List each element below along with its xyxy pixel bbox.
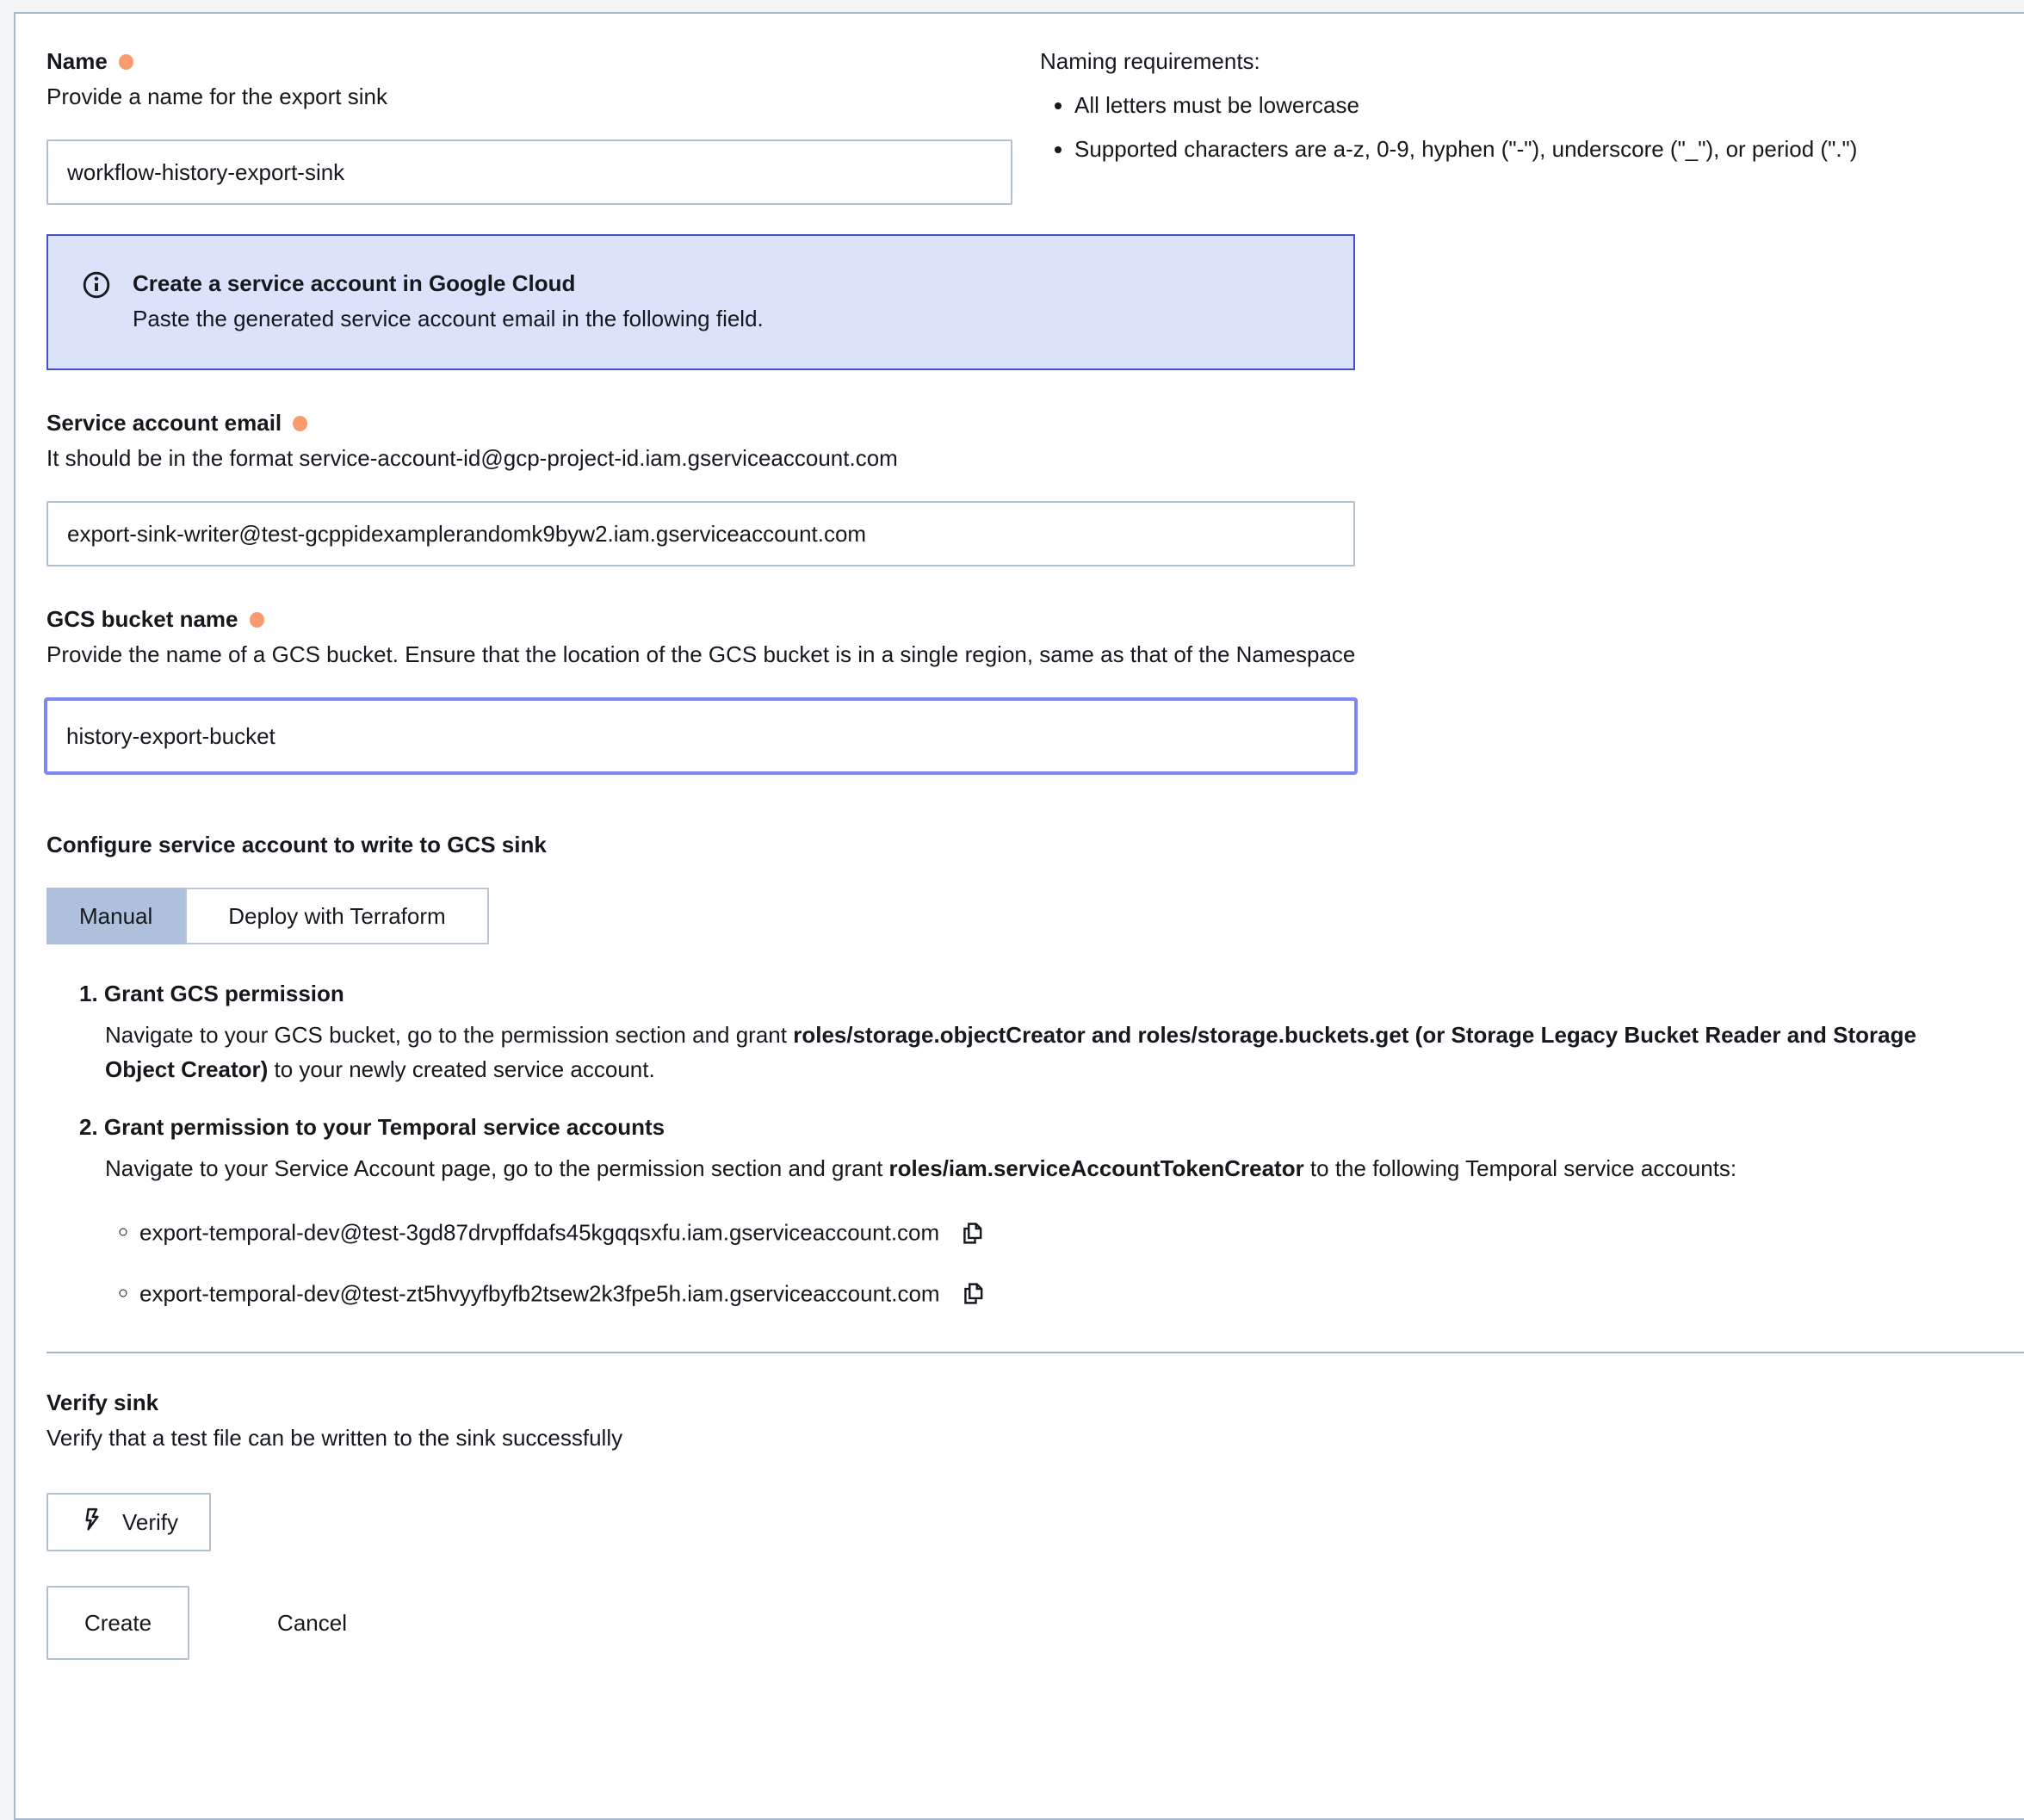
naming-requirement-item: • Supported characters are a-z, 0-9, hyphen ("-"), underscore ("_"), or period (".")	[1074, 133, 1857, 166]
configure-section-title: Configure service account to write to GCS sink	[46, 832, 547, 857]
create-button[interactable]: Create	[46, 1586, 189, 1660]
step-title: Grant permission to your Temporal service accounts	[103, 1114, 665, 1140]
step-grant-gcs-permission	[79, 977, 2024, 1086]
required-dot	[250, 612, 264, 628]
service-account-help-text: It should be in the format service-account-id@gcp-project-id.iam.gserviceaccount.com	[46, 445, 898, 471]
service-account-label-text: Service account email	[46, 410, 282, 436]
info-banner-text	[133, 267, 764, 336]
copy-icon[interactable]	[960, 1221, 985, 1246]
verify-sink-help-text: Verify that a test file can be written to the sink successfully	[46, 1425, 623, 1452]
step-body	[105, 1151, 1965, 1185]
verify-button-label: Verify	[122, 1508, 179, 1535]
step-title: Grant GCS permission	[103, 981, 344, 1006]
bucket-label-text: GCS bucket name	[46, 606, 238, 632]
name-input[interactable]	[46, 139, 1012, 205]
tab-manual[interactable]: Manual	[46, 888, 185, 944]
step-body-bold-text: roles/storage.objectCreator and roles/storage.buckets.get (or Storage Legacy Bucket Reader and Storage Object Creator)	[105, 1022, 1916, 1082]
step-body-bold-text: roles/iam.serviceAccountTokenCreator	[888, 1155, 1304, 1181]
naming-requirements	[1040, 45, 1857, 166]
info-banner-body: Paste the generated service account email in the following field.	[133, 306, 764, 331]
step-body	[105, 1018, 1965, 1086]
step-grant-temporal-permission	[79, 1111, 2024, 1310]
export-sink-form-panel	[14, 12, 2024, 1820]
required-dot	[293, 416, 307, 431]
required-dot	[119, 54, 133, 70]
naming-requirement-item: • All letters must be lowercase	[1074, 89, 1857, 122]
service-account-item	[139, 1276, 2024, 1311]
form-actions	[46, 1586, 2024, 1660]
info-banner-title: Create a service account in Google Cloud	[133, 270, 576, 296]
cancel-button[interactable]: Cancel	[251, 1586, 373, 1660]
service-account-field-group	[46, 406, 2024, 566]
lightning-bolt-icon	[79, 1507, 105, 1538]
step-body-text: to the following Temporal service accounts:	[1303, 1155, 1737, 1181]
info-circle-icon	[81, 269, 112, 306]
bucket-label	[46, 603, 2024, 636]
bucket-field-group	[46, 603, 2024, 775]
name-field-group	[46, 45, 1012, 205]
tab-deploy-with-terraform[interactable]: Deploy with Terraform	[185, 888, 488, 944]
name-label	[46, 45, 1012, 78]
service-account-email: export-temporal-dev@test-zt5hvyyfbyfb2tsew2k3fpe5h.iam.gserviceaccount.com	[139, 1280, 940, 1307]
naming-requirements-list	[1040, 89, 1857, 166]
step-body-text: Navigate to your GCS bucket, go to the permission section and grant	[105, 1022, 794, 1048]
step-body-text: to your newly created service account.	[268, 1056, 655, 1082]
manual-steps-list	[46, 977, 2024, 1310]
name-label-text: Name	[46, 48, 108, 74]
name-help-text: Provide a name for the export sink	[46, 84, 387, 109]
section-divider	[46, 1352, 2024, 1353]
service-account-label	[46, 406, 2024, 440]
configure-tabs	[46, 888, 2024, 944]
temporal-service-accounts-list	[139, 1215, 2024, 1310]
name-and-requirements-row	[46, 45, 2024, 205]
service-account-email-input[interactable]	[46, 501, 1355, 566]
step-body-text: Navigate to your Service Account page, go to the permission section and grant	[105, 1155, 889, 1181]
verify-button[interactable]	[46, 1493, 211, 1551]
copy-icon[interactable]	[961, 1281, 986, 1306]
verify-sink-label: Verify sink	[46, 1390, 159, 1416]
service-account-item	[139, 1215, 2024, 1250]
service-account-email: export-temporal-dev@test-3gd87drvpffdafs45kgqqsxfu.iam.gserviceaccount.com	[139, 1219, 940, 1246]
gcs-bucket-name-input[interactable]	[44, 697, 1358, 775]
info-banner	[46, 234, 1355, 370]
naming-requirements-title: Naming requirements:	[1040, 48, 1260, 74]
bucket-help-text: Provide the name of a GCS bucket. Ensure that the location of the GCS bucket is in a single region, same as that of the Namespace	[46, 641, 1356, 667]
